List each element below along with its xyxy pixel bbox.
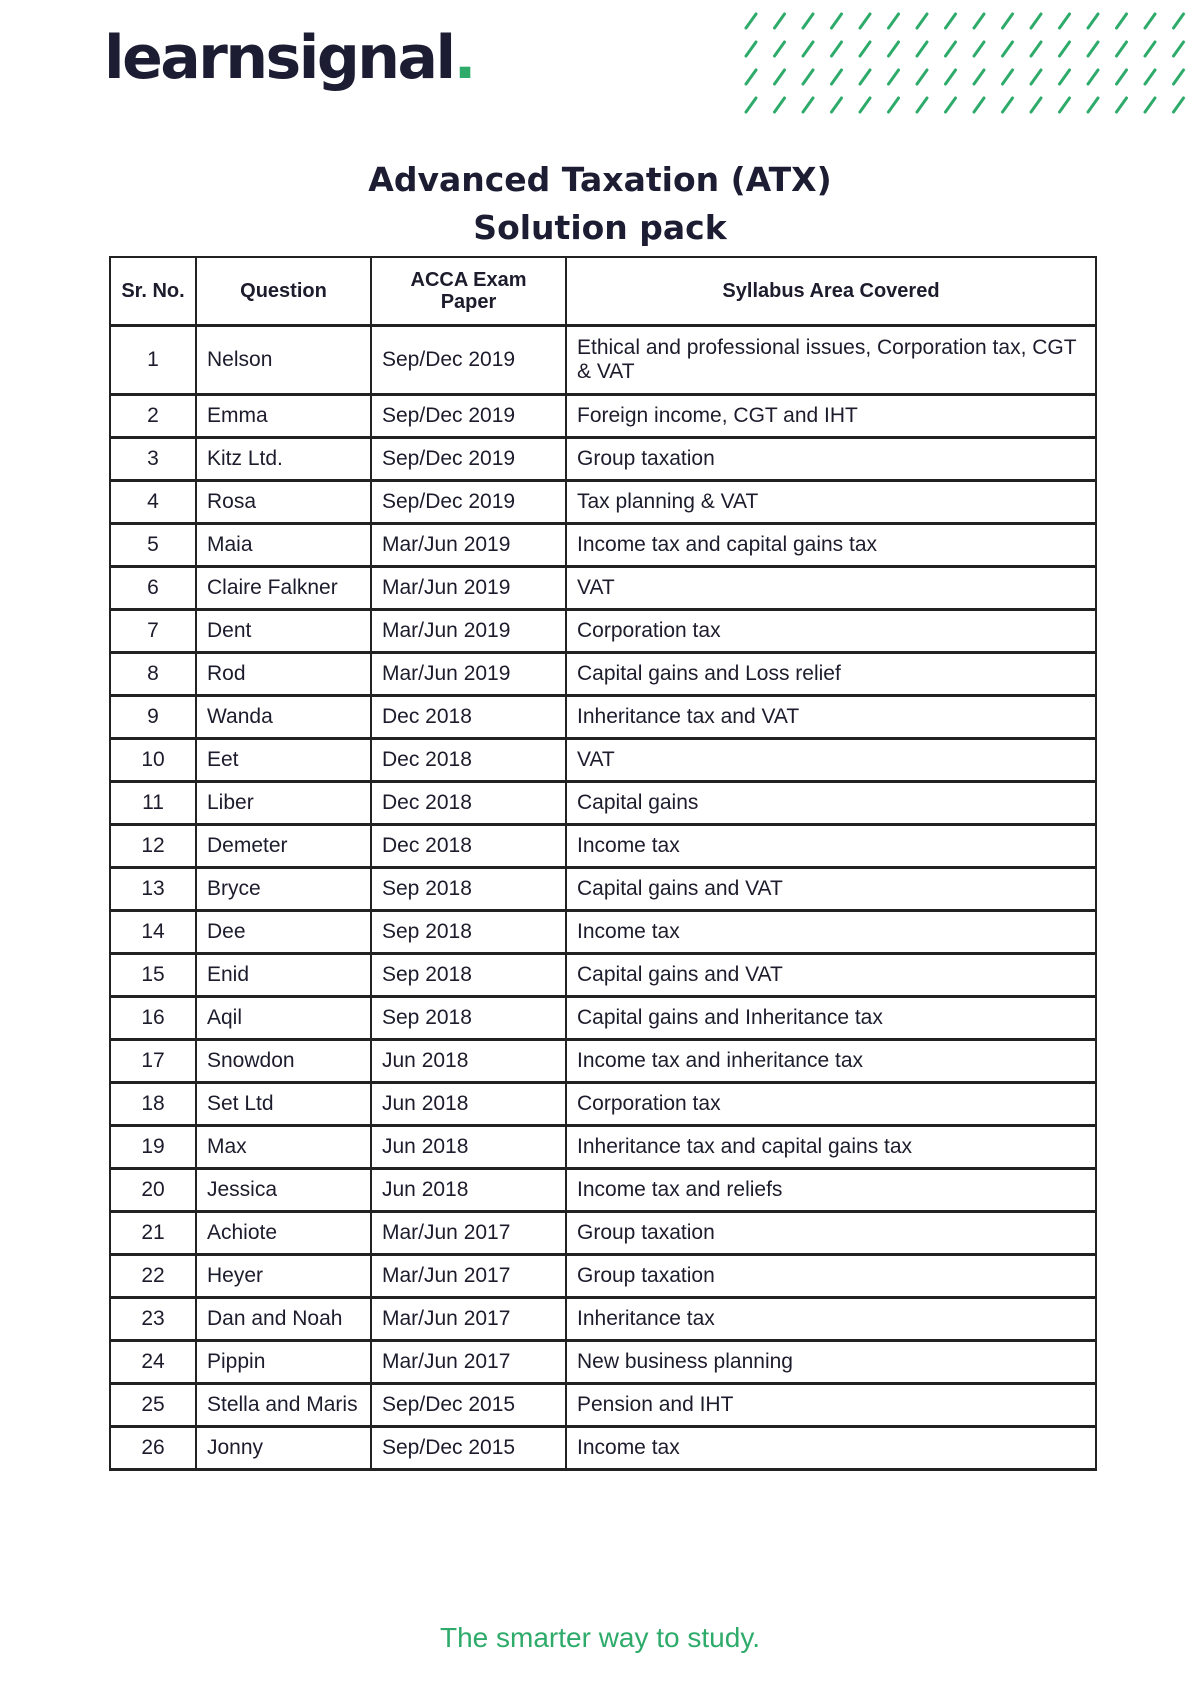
cell-syllabus-area: Inheritance tax and capital gains tax [566, 1126, 1096, 1169]
table-row [110, 1427, 1096, 1470]
cell-sr-no: 3 [110, 438, 196, 481]
cell-question: Claire Falkner [196, 567, 371, 610]
cell-exam-paper: Sep 2018 [371, 997, 566, 1040]
table-row [110, 326, 1096, 395]
logo-dot: . [453, 23, 474, 93]
slash-mark [889, 42, 899, 56]
table-row [110, 782, 1096, 825]
slash-mark [1003, 70, 1013, 84]
slash-mark [1088, 70, 1098, 84]
cell-exam-paper: Mar/Jun 2017 [371, 1212, 566, 1255]
table-row [110, 1341, 1096, 1384]
slash-mark [889, 14, 899, 28]
cell-sr-no: 20 [110, 1169, 196, 1212]
cell-question: Wanda [196, 696, 371, 739]
document-subtitle: Solution pack [473, 208, 727, 247]
logo-wordmark: learnsignal [104, 23, 454, 93]
cell-syllabus-area: VAT [566, 567, 1096, 610]
cell-syllabus-area: Group taxation [566, 438, 1096, 481]
cell-question: Jessica [196, 1169, 371, 1212]
cell-exam-paper: Sep/Dec 2015 [371, 1427, 566, 1470]
cell-syllabus-area: Tax planning & VAT [566, 481, 1096, 524]
slash-mark [974, 70, 984, 84]
slash-mark [803, 14, 813, 28]
table-row [110, 1126, 1096, 1169]
cell-syllabus-area: Ethical and professional issues, Corporation tax, CGT & VAT [566, 326, 1096, 395]
cell-question: Liber [196, 782, 371, 825]
table-row [110, 1083, 1096, 1126]
slash-mark [917, 14, 927, 28]
slash-mark [1088, 42, 1098, 56]
cell-exam-paper: Sep/Dec 2019 [371, 481, 566, 524]
cell-syllabus-area: Income tax [566, 1427, 1096, 1470]
slash-mark [1117, 14, 1127, 28]
slash-mark [1060, 42, 1070, 56]
slash-mark [803, 70, 813, 84]
cell-syllabus-area: Inheritance tax [566, 1298, 1096, 1341]
cell-syllabus-area: VAT [566, 739, 1096, 782]
table-row [110, 739, 1096, 782]
cell-question: Rosa [196, 481, 371, 524]
cell-question: Stella and Maris [196, 1384, 371, 1427]
slash-mark [832, 42, 842, 56]
slash-mark [1031, 14, 1041, 28]
cell-sr-no: 11 [110, 782, 196, 825]
cell-question: Aqil [196, 997, 371, 1040]
table-row [110, 610, 1096, 653]
cell-syllabus-area: Inheritance tax and VAT [566, 696, 1096, 739]
cell-question: Enid [196, 954, 371, 997]
cell-sr-no: 13 [110, 868, 196, 911]
table-row [110, 997, 1096, 1040]
table-row [110, 911, 1096, 954]
slash-mark [1174, 14, 1184, 28]
cell-syllabus-area: Income tax and reliefs [566, 1169, 1096, 1212]
table-row [110, 1255, 1096, 1298]
slash-mark [1174, 42, 1184, 56]
cell-exam-paper: Mar/Jun 2017 [371, 1298, 566, 1341]
cell-exam-paper: Jun 2018 [371, 1083, 566, 1126]
slash-mark [746, 98, 756, 112]
slash-mark [974, 42, 984, 56]
slash-mark [917, 70, 927, 84]
cell-question: Heyer [196, 1255, 371, 1298]
table-row [110, 395, 1096, 438]
cell-sr-no: 4 [110, 481, 196, 524]
slash-mark [974, 98, 984, 112]
cell-syllabus-area: Income tax and inheritance tax [566, 1040, 1096, 1083]
cell-exam-paper: Sep 2018 [371, 868, 566, 911]
cell-question: Rod [196, 653, 371, 696]
cell-sr-no: 12 [110, 825, 196, 868]
cell-exam-paper: Sep 2018 [371, 911, 566, 954]
slash-mark [1117, 70, 1127, 84]
cell-question: Dent [196, 610, 371, 653]
cell-exam-paper: Mar/Jun 2017 [371, 1255, 566, 1298]
table-row [110, 1212, 1096, 1255]
slash-mark [1145, 98, 1155, 112]
slash-mark [1117, 98, 1127, 112]
cell-sr-no: 24 [110, 1341, 196, 1384]
cell-exam-paper: Mar/Jun 2019 [371, 524, 566, 567]
cell-question: Max [196, 1126, 371, 1169]
cell-syllabus-area: Capital gains and VAT [566, 868, 1096, 911]
cell-exam-paper: Sep/Dec 2019 [371, 326, 566, 395]
cell-question: Demeter [196, 825, 371, 868]
table-row [110, 1298, 1096, 1341]
slash-mark [832, 14, 842, 28]
slash-mark [746, 70, 756, 84]
cell-sr-no: 17 [110, 1040, 196, 1083]
slash-mark [1174, 70, 1184, 84]
cell-exam-paper: Mar/Jun 2017 [371, 1341, 566, 1384]
slash-mark [746, 14, 756, 28]
slash-mark [889, 98, 899, 112]
slash-mark [860, 70, 870, 84]
cell-exam-paper: Jun 2018 [371, 1126, 566, 1169]
cell-sr-no: 16 [110, 997, 196, 1040]
slash-mark [946, 70, 956, 84]
cell-sr-no: 7 [110, 610, 196, 653]
table-row [110, 954, 1096, 997]
cell-sr-no: 19 [110, 1126, 196, 1169]
slash-mark [832, 98, 842, 112]
cell-sr-no: 15 [110, 954, 196, 997]
slash-mark [974, 14, 984, 28]
slash-mark [803, 42, 813, 56]
slash-mark [1060, 98, 1070, 112]
header-sr-no: Sr. No. [110, 257, 196, 326]
cell-exam-paper: Sep/Dec 2019 [371, 395, 566, 438]
slash-mark [889, 70, 899, 84]
cell-sr-no: 1 [110, 326, 196, 395]
slash-mark [917, 98, 927, 112]
table-row [110, 1169, 1096, 1212]
slash-mark [775, 70, 785, 84]
slash-mark [832, 70, 842, 84]
cell-question: Emma [196, 395, 371, 438]
slash-mark [860, 14, 870, 28]
slash-mark [775, 14, 785, 28]
slash-mark [1003, 14, 1013, 28]
cell-sr-no: 8 [110, 653, 196, 696]
cell-sr-no: 22 [110, 1255, 196, 1298]
cell-sr-no: 5 [110, 524, 196, 567]
cell-syllabus-area: Capital gains [566, 782, 1096, 825]
cell-exam-paper: Dec 2018 [371, 739, 566, 782]
cell-question: Kitz Ltd. [196, 438, 371, 481]
table-row [110, 825, 1096, 868]
cell-exam-paper: Jun 2018 [371, 1169, 566, 1212]
cell-question: Bryce [196, 868, 371, 911]
slash-mark [1060, 70, 1070, 84]
table-row [110, 524, 1096, 567]
slash-mark [746, 42, 756, 56]
cell-exam-paper: Dec 2018 [371, 696, 566, 739]
table-body [110, 326, 1096, 1470]
slash-mark [1145, 14, 1155, 28]
slash-mark [946, 42, 956, 56]
cell-exam-paper: Dec 2018 [371, 782, 566, 825]
cell-syllabus-area: Income tax [566, 911, 1096, 954]
slash-mark [1145, 42, 1155, 56]
table-row [110, 868, 1096, 911]
cell-sr-no: 6 [110, 567, 196, 610]
cell-sr-no: 14 [110, 911, 196, 954]
slash-mark [775, 42, 785, 56]
cell-syllabus-area: New business planning [566, 1341, 1096, 1384]
cell-exam-paper: Mar/Jun 2019 [371, 610, 566, 653]
cell-exam-paper: Mar/Jun 2019 [371, 653, 566, 696]
slash-mark [1145, 70, 1155, 84]
cell-question: Dee [196, 911, 371, 954]
slash-mark [1117, 42, 1127, 56]
cell-question: Nelson [196, 326, 371, 395]
table-row [110, 1384, 1096, 1427]
cell-sr-no: 26 [110, 1427, 196, 1470]
table-row [110, 696, 1096, 739]
cell-syllabus-area: Group taxation [566, 1255, 1096, 1298]
cell-exam-paper: Mar/Jun 2019 [371, 567, 566, 610]
table-row [110, 653, 1096, 696]
cell-sr-no: 25 [110, 1384, 196, 1427]
cell-exam-paper: Sep/Dec 2015 [371, 1384, 566, 1427]
cell-syllabus-area: Group taxation [566, 1212, 1096, 1255]
cell-exam-paper: Sep 2018 [371, 954, 566, 997]
cell-syllabus-area: Capital gains and VAT [566, 954, 1096, 997]
cell-sr-no: 2 [110, 395, 196, 438]
table-row [110, 1040, 1096, 1083]
cell-syllabus-area: Foreign income, CGT and IHT [566, 395, 1096, 438]
header-question: Question [196, 257, 371, 326]
slash-mark [1088, 14, 1098, 28]
cell-sr-no: 23 [110, 1298, 196, 1341]
cell-sr-no: 9 [110, 696, 196, 739]
solution-table [109, 256, 1097, 1471]
slash-mark [1088, 98, 1098, 112]
table-row [110, 567, 1096, 610]
slash-mark [1003, 98, 1013, 112]
cell-syllabus-area: Corporation tax [566, 1083, 1096, 1126]
header-exam-paper: ACCA Exam Paper [371, 257, 566, 326]
table-header-row [110, 257, 1096, 326]
cell-syllabus-area: Income tax and capital gains tax [566, 524, 1096, 567]
slash-pattern-decoration [740, 6, 1196, 122]
cell-exam-paper: Dec 2018 [371, 825, 566, 868]
footer-tagline: The smarter way to study. [439, 1622, 761, 1653]
cell-syllabus-area: Capital gains and Loss relief [566, 653, 1096, 696]
cell-question: Eet [196, 739, 371, 782]
cell-question: Snowdon [196, 1040, 371, 1083]
slash-mark [803, 98, 813, 112]
cell-sr-no: 21 [110, 1212, 196, 1255]
cell-exam-paper: Sep/Dec 2019 [371, 438, 566, 481]
cell-syllabus-area: Pension and IHT [566, 1384, 1096, 1427]
slash-mark [946, 98, 956, 112]
cell-question: Achiote [196, 1212, 371, 1255]
slash-mark [1031, 70, 1041, 84]
cell-syllabus-area: Capital gains and Inheritance tax [566, 997, 1096, 1040]
cell-syllabus-area: Corporation tax [566, 610, 1096, 653]
slash-mark [775, 98, 785, 112]
document-title: Advanced Taxation (ATX) [368, 160, 832, 199]
header-syllabus-area: Syllabus Area Covered [566, 257, 1096, 326]
slash-mark [860, 98, 870, 112]
slash-mark [1031, 98, 1041, 112]
cell-syllabus-area: Income tax [566, 825, 1096, 868]
cell-question: Dan and Noah [196, 1298, 371, 1341]
slash-mark [946, 14, 956, 28]
cell-question: Set Ltd [196, 1083, 371, 1126]
learnsignal-logo [104, 23, 474, 93]
table-row [110, 481, 1096, 524]
slash-mark [1031, 42, 1041, 56]
cell-sr-no: 18 [110, 1083, 196, 1126]
slash-mark [1003, 42, 1013, 56]
cell-question: Jonny [196, 1427, 371, 1470]
cell-question: Maia [196, 524, 371, 567]
slash-mark [1174, 98, 1184, 112]
cell-sr-no: 10 [110, 739, 196, 782]
slash-mark [1060, 14, 1070, 28]
cell-question: Pippin [196, 1341, 371, 1384]
slash-mark [917, 42, 927, 56]
table-row [110, 438, 1096, 481]
slash-mark [860, 42, 870, 56]
cell-exam-paper: Jun 2018 [371, 1040, 566, 1083]
